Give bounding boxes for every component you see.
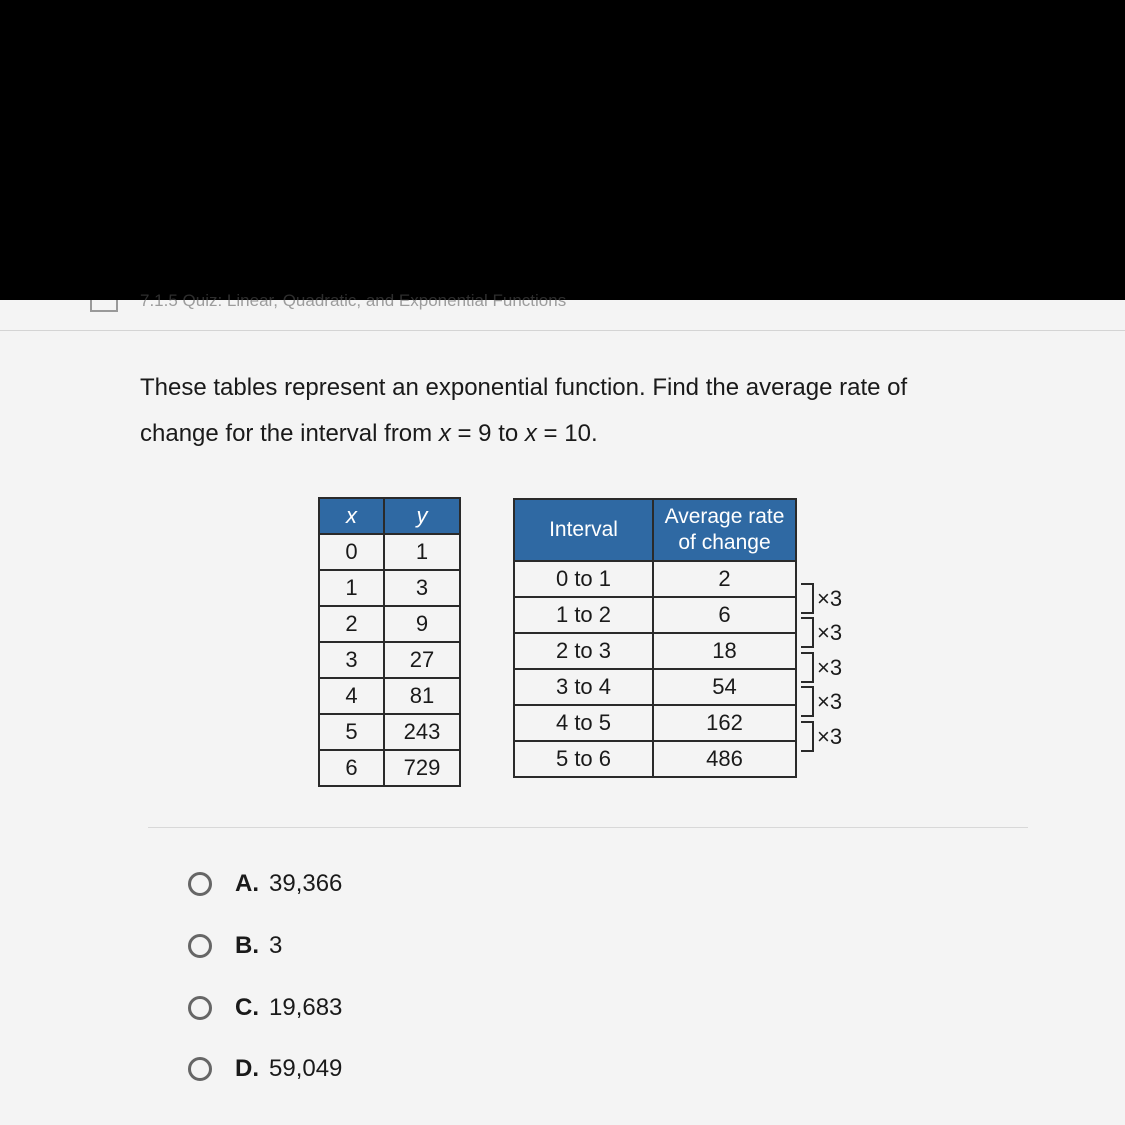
x-cell: 0 (319, 534, 384, 570)
interval-cell: 1 to 2 (514, 597, 653, 633)
rate-cell: 6 (653, 597, 796, 633)
xy-header-x: x (319, 498, 384, 534)
y-cell: 9 (384, 606, 460, 642)
multiplier-label: ×3 (817, 723, 843, 749)
question-line-2 (140, 411, 1000, 457)
table-row (319, 606, 460, 642)
table-row (514, 741, 796, 777)
table-row (319, 642, 460, 678)
choice-letter: B. (235, 932, 259, 959)
multiplier-annotation (801, 652, 842, 683)
multiplier-label: ×3 (817, 654, 843, 680)
rate-cell: 18 (653, 633, 796, 669)
rate-cell: 162 (653, 705, 796, 741)
multiplier-annotation (801, 583, 842, 614)
rate-header-interval: Interval (514, 499, 653, 561)
choice-a[interactable] (188, 870, 342, 898)
table-row (319, 714, 460, 750)
y-cell: 729 (384, 750, 460, 786)
xy-table (318, 497, 461, 787)
question-eq-2: = 10. (536, 420, 598, 447)
bracket-icon (801, 721, 814, 752)
multiplier-label: ×3 (817, 619, 843, 645)
choice-value: 59,049 (269, 1055, 343, 1082)
bracket-icon (801, 652, 814, 683)
choice-value: 19,683 (269, 994, 343, 1021)
question-eq-1: = 9 to (450, 420, 525, 447)
header-bar (0, 291, 1125, 331)
multiplier-annotation (801, 686, 842, 717)
rate-cell: 486 (653, 741, 796, 777)
multiplier-annotation (801, 617, 842, 648)
question-var-x1: x (438, 420, 451, 447)
choice-d[interactable] (188, 1055, 342, 1083)
choice-letter: C. (235, 994, 259, 1021)
radio-button-icon[interactable] (188, 996, 212, 1020)
table-row (514, 561, 796, 597)
choice-letter: D. (235, 1055, 259, 1082)
x-cell: 4 (319, 678, 384, 714)
y-cell: 243 (384, 714, 460, 750)
y-cell: 81 (384, 678, 460, 714)
quiz-screen (0, 291, 1125, 1125)
rate-of-change-table (513, 498, 797, 778)
x-cell: 6 (319, 750, 384, 786)
choice-value: 3 (269, 932, 283, 959)
question-line-1: These tables represent an exponential function. Find the average rate of (140, 374, 908, 401)
choice-c[interactable] (188, 994, 342, 1022)
rate-cell: 2 (653, 561, 796, 597)
radio-button-icon[interactable] (188, 1057, 212, 1081)
bracket-icon (801, 617, 814, 648)
choice-b[interactable] (188, 932, 282, 960)
question-prefix: change for the interval from (140, 420, 439, 447)
multiplier-label: ×3 (817, 688, 843, 714)
interval-cell: 3 to 4 (514, 669, 653, 705)
x-cell: 2 (319, 606, 384, 642)
table-row (319, 534, 460, 570)
header-icon (90, 300, 118, 312)
table-row (514, 705, 796, 741)
bracket-icon (801, 583, 814, 614)
x-cell: 1 (319, 570, 384, 606)
y-cell: 27 (384, 642, 460, 678)
interval-cell: 0 to 1 (514, 561, 653, 597)
multiplier-annotation (801, 721, 842, 752)
table-row (319, 570, 460, 606)
interval-cell: 2 to 3 (514, 633, 653, 669)
table-row (319, 750, 460, 786)
multiplier-label: ×3 (817, 585, 843, 611)
quiz-title: 7.1.5 Quiz: Linear, Quadratic, and Exponential Functions (140, 291, 567, 310)
choice-value: 39,366 (269, 870, 343, 897)
question-text (140, 365, 1000, 457)
table-row (319, 678, 460, 714)
x-cell: 3 (319, 642, 384, 678)
interval-cell: 4 to 5 (514, 705, 653, 741)
divider (148, 827, 1028, 828)
radio-button-icon[interactable] (188, 872, 212, 896)
table-row (514, 669, 796, 705)
xy-header-y: y (384, 498, 460, 534)
y-cell: 3 (384, 570, 460, 606)
choice-letter: A. (235, 870, 259, 897)
bracket-icon (801, 686, 814, 717)
y-cell: 1 (384, 534, 460, 570)
table-row (514, 597, 796, 633)
rate-header-average: Average rate of change (653, 499, 796, 561)
question-var-x2: x (524, 420, 537, 447)
interval-cell: 5 to 6 (514, 741, 653, 777)
x-cell: 5 (319, 714, 384, 750)
table-row (514, 633, 796, 669)
radio-button-icon[interactable] (188, 934, 212, 958)
rate-cell: 54 (653, 669, 796, 705)
